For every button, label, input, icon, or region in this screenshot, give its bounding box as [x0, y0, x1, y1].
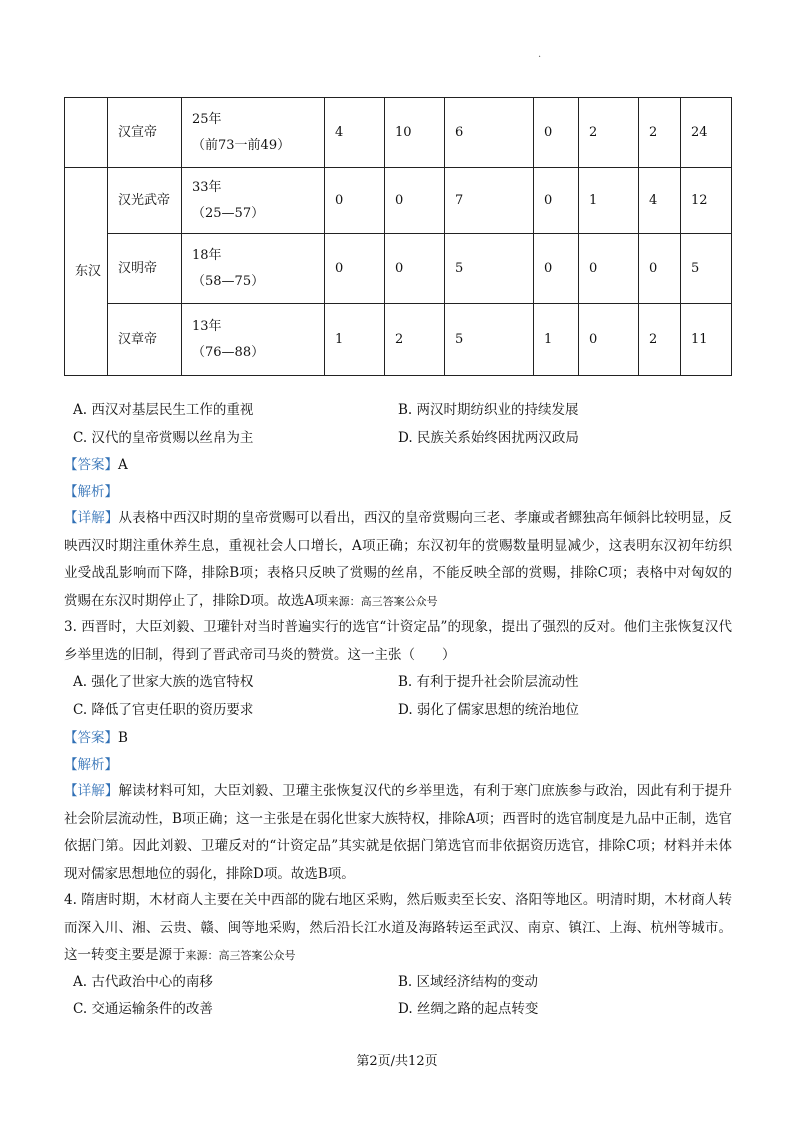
emperor-cell: 汉宣帝: [108, 98, 182, 168]
q3-options-row-1: [73, 670, 733, 694]
value-cell: 6: [445, 98, 534, 168]
q3-option-c: C. 降低了官吏任职的资历要求: [73, 702, 254, 718]
table-row: [65, 168, 732, 234]
value-cell: 0: [534, 234, 579, 304]
dynasty-cell: [65, 98, 108, 168]
value-cell: 12: [681, 168, 732, 234]
value-cell: 2: [579, 98, 639, 168]
stem-text: 4. 隋唐时期，木材商人主要在关中西部的陇右地区采购，然后贩卖至长安、洛阳等地区。明清时期，木材商人转而深入川、湘、云贵、赣、闽等地采购，然后沿长江水道及海路转运至武汉、南京、镇江、上海、杭州等城市。这一转变主要是源于: [64, 892, 732, 963]
reign-cell: [182, 168, 325, 234]
value-cell: 1: [325, 304, 385, 376]
reign-years: 18年: [192, 247, 222, 263]
q4-option-a: A. 古代政治中心的南移: [73, 974, 213, 990]
header-mark: ·: [538, 52, 542, 63]
q2-options-row-2: [73, 426, 733, 450]
q4-options-row-1: [73, 970, 733, 994]
answer-value: B: [118, 730, 128, 746]
reign-years: 13年: [192, 318, 222, 334]
value-cell: 11: [681, 304, 732, 376]
reign-period: （58—75）: [192, 273, 265, 289]
value-cell: 0: [534, 98, 579, 168]
answer-tag: 【答案】: [64, 457, 118, 473]
table-row: [65, 98, 732, 168]
value-cell: 0: [385, 234, 445, 304]
value-cell: 0: [325, 168, 385, 234]
q4-option-c: C. 交通运输条件的改善: [73, 1001, 213, 1017]
q4-options-row-2: [73, 997, 733, 1021]
reign-years: 33年: [192, 179, 222, 195]
value-cell: 5: [445, 304, 534, 376]
value-cell: 0: [579, 304, 639, 376]
source-note: 来源：高三答案公众号: [185, 949, 296, 962]
value-cell: 4: [325, 98, 385, 168]
detail-tag: 【详解】: [64, 510, 119, 526]
q2-detail: [64, 505, 732, 615]
value-cell: 0: [579, 234, 639, 304]
q2-option-b: B. 两汉时期纺织业的持续发展: [398, 402, 579, 418]
q2-option-c: C. 汉代的皇帝赏赐以丝帛为主: [73, 430, 254, 446]
answer-tag: 【答案】: [64, 730, 118, 746]
page-footer: 第2页/共12页: [356, 1054, 438, 1069]
q2-options-row-1: [73, 398, 733, 422]
value-cell: 0: [534, 168, 579, 234]
detail-tag: 【详解】: [64, 783, 119, 799]
dynasty-cell: 东汉: [65, 168, 108, 376]
q3-analysis-tag: 【解析】: [64, 757, 118, 773]
reign-period: （76—88）: [192, 344, 265, 360]
value-cell: 2: [639, 98, 681, 168]
q4-stem: [64, 887, 732, 970]
reign-years: 25年: [192, 111, 222, 127]
value-cell: 5: [681, 234, 732, 304]
emperor-cell: 汉光武帝: [108, 168, 182, 234]
q3-stem: 3. 西晋时，大臣刘毅、卫瓘针对当时普遍实行的选官“计资定品”的现象，提出了强烈的反对。他们主张恢复汉代乡举里选的旧制，得到了晋武帝司马炎的赞赏。这一主张（ ）: [64, 619, 732, 663]
reign-cell: [182, 234, 325, 304]
reign-period: （25—57）: [192, 205, 265, 221]
value-cell: 10: [385, 98, 445, 168]
value-cell: 4: [639, 168, 681, 234]
value-cell: 2: [385, 304, 445, 376]
q3-option-a: A. 强化了世家大族的选官特权: [73, 674, 254, 690]
reign-cell: [182, 304, 325, 376]
value-cell: 0: [325, 234, 385, 304]
value-cell: 5: [445, 234, 534, 304]
value-cell: 1: [579, 168, 639, 234]
q3-option-d: D. 弱化了儒家思想的统治地位: [398, 702, 579, 718]
reign-period: （前73一前49）: [192, 137, 291, 153]
value-cell: 0: [385, 168, 445, 234]
table-row: [65, 234, 732, 304]
detail-text: 从表格中西汉时期的皇帝赏赐可以看出，西汉的皇帝赏赐向三老、孝廉或者鳏独高年倾斜比较明显，反映西汉时期注重休养生息，重视社会人口增长，A项正确；东汉初年的赏赐数量明显减少，这表明东汉初年纺织业受战乱影响而下降，排除B项；表格只反映了赏赐的丝帛，不能反映全部的赏赐，排除C项；表格中对匈奴的赏赐在东汉时期停止了，排除D项。故选A项: [64, 510, 733, 609]
reign-cell: [182, 98, 325, 168]
q3-answer: [64, 726, 128, 750]
q2-analysis-tag: 【解析】: [64, 484, 118, 500]
q4-option-d: D. 丝绸之路的起点转变: [398, 1001, 539, 1017]
emperor-cell: 汉明帝: [108, 234, 182, 304]
q2-option-d: D. 民族关系始终困扰两汉政局: [398, 430, 579, 446]
table-row: [65, 304, 732, 376]
q4-option-b: B. 区域经济结构的变动: [398, 974, 539, 990]
detail-text: 解读材料可知，大臣刘毅、卫瓘主张恢复汉代的乡举里选，有利于寒门庶族参与政治，因此有利于提升社会阶层流动性，B项正确；这一主张是在弱化世家大族特权，排除A项；西晋时的选官制度是九品中正制，选官依据门第。因此刘毅、卫瓘反对的“计资定品”其实就是依据门第选官而非依据资历选官，排除C项；材料并未体现对儒家思想地位的弱化，排除D项。故选B项。: [64, 783, 733, 882]
q3-options-row-2: [73, 698, 733, 722]
value-cell: 0: [639, 234, 681, 304]
value-cell: 2: [639, 304, 681, 376]
q3-detail: [64, 778, 732, 888]
reward-table: [64, 97, 732, 376]
q2-answer: [64, 453, 128, 477]
answer-value: A: [118, 457, 128, 473]
emperor-cell: 汉章帝: [108, 304, 182, 376]
q2-option-a: A. 西汉对基层民生工作的重视: [73, 402, 254, 418]
value-cell: 24: [681, 98, 732, 168]
source-note: 来源：高三答案公众号: [327, 594, 438, 608]
q3-option-b: B. 有利于提升社会阶层流动性: [398, 674, 579, 690]
value-cell: 1: [534, 304, 579, 376]
value-cell: 7: [445, 168, 534, 234]
